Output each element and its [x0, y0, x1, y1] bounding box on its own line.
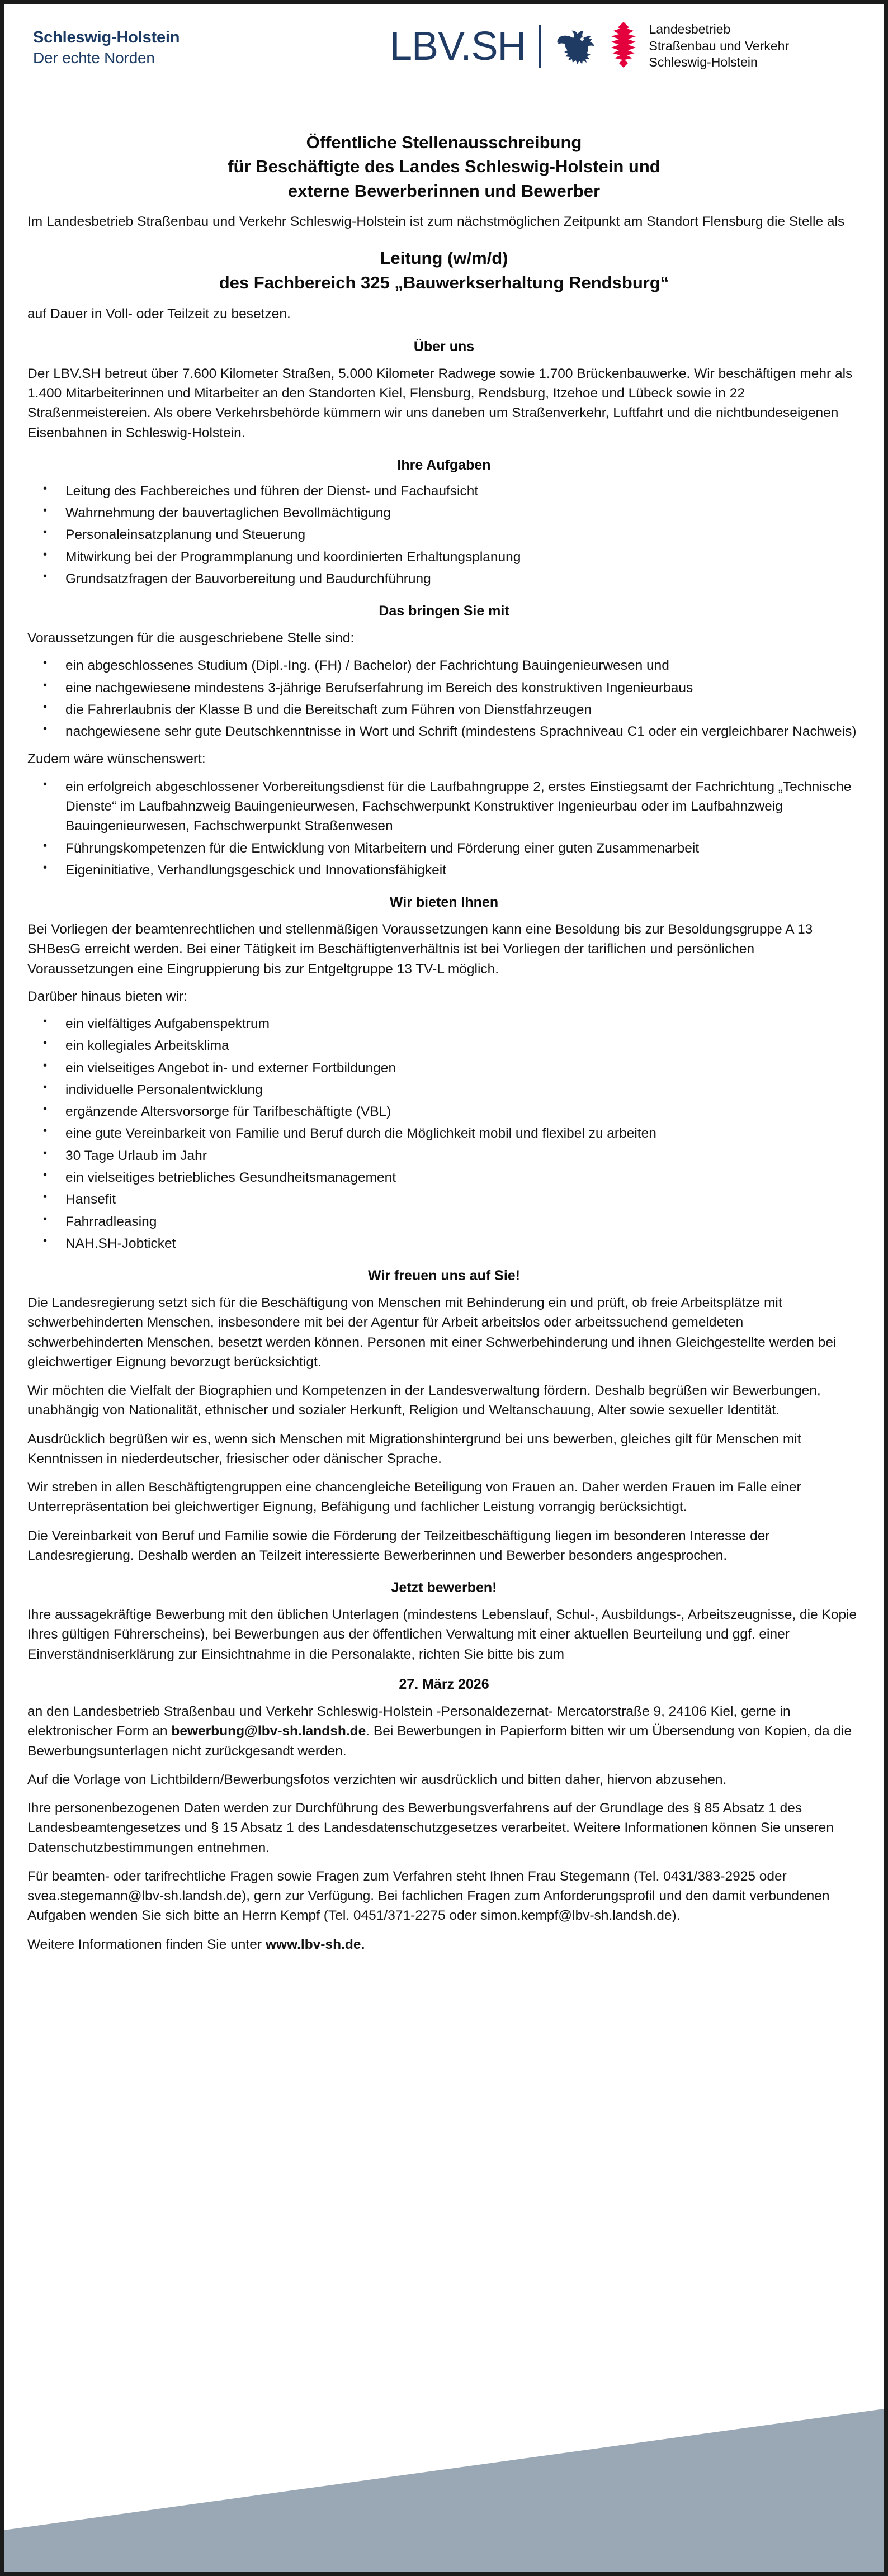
list-item: • 30 Tage Urlaub im Jahr [27, 1146, 861, 1166]
requirements-intro: Voraussetzungen für die ausgeschriebene Stelle sind: [27, 631, 355, 646]
lbv-org-line2: Straßenbau und Verkehr [649, 38, 790, 53]
desirable-list [27, 777, 861, 880]
list-item: • die Fahrerlaubnis der Klasse B und die Bereitschaft zum Führen von Dienstfahrzeugen [27, 700, 861, 719]
list-item: • ein vielseitiges Angebot in- und externer Fortbildungen [27, 1058, 861, 1078]
list-item: • Personaleinsatzplanung und Steuerung [27, 525, 861, 544]
apply-photos-note: Auf die Vorlage von Lichtbildern/Bewerbungsfotos verzichten wir ausdrücklich und bitten daher, hiervon abzusehen. [27, 1772, 727, 1787]
nettle-leaf-icon [608, 21, 639, 72]
section-heading-requirements: Das bringen Sie mit [379, 603, 509, 619]
state-brand-line1: Schleswig-Holstein [33, 29, 180, 46]
list-item: • individuelle Personalentwicklung [27, 1080, 861, 1100]
apply-contacts: Für beamten- oder tarifrechtliche Fragen sowie Fragen zum Verfahren steht Ihnen Frau Stegemann (Tel. 0431/383-2925 oder svea.stegemann@lbv-sh.landsh.de), gern zur Verfügung. Bei fachlichen Fragen zum Anforderungsprofil und den damit verbundenen Aufgaben wenden Sie sich bitte an Herrn Kempf (Tel. 0451/371-2275 oder simon.kempf@lbv-sh.landsh.de). [27, 1868, 830, 1924]
list-item: • Leitung des Fachbereiches und führen der Dienst- und Fachaufsicht [27, 481, 861, 501]
posting-content [4, 130, 884, 1954]
position-title-line1: Leitung (w/m/d) [380, 248, 508, 268]
apply-more-info-prefix: Weitere Informationen finden Sie unter [27, 1936, 266, 1952]
list-item: • Wahrnehmung der bauvertaglichen Bevollmächtigung [27, 503, 861, 523]
application-deadline: 27. März 2026 [399, 1677, 489, 1693]
coat-of-arms [551, 21, 639, 72]
page-title-line2: für Beschäftigte des Landes Schleswig-Holstein und [228, 157, 660, 177]
apply-address-part2: . Bei Bewerbungen in Papierform bitten wir um Übersendung von Kopien, da die Bewerbungsunterlagen nicht zurückgesandt werden. [27, 1723, 852, 1759]
offer-list [27, 1014, 861, 1253]
section-heading-about: Über uns [413, 338, 475, 354]
page-title-line1: Öffentliche Stellenausschreibung [306, 132, 582, 152]
list-item: • ergänzende Altersvorsorge für Tarifbeschäftigte (VBL) [27, 1102, 861, 1121]
apply-more-info [27, 1935, 861, 1954]
website-link[interactable]: www.lbv-sh.de. [265, 1936, 365, 1952]
requirements-list [27, 656, 861, 741]
logo-divider [539, 25, 541, 68]
page-title [27, 130, 861, 203]
list-item: • Fahrradleasing [27, 1212, 861, 1232]
tasks-list [27, 481, 861, 589]
position-title [27, 246, 861, 295]
section-heading-tasks: Ihre Aufgaben [397, 457, 491, 473]
list-item: • NAH.SH-Jobticket [27, 1234, 861, 1253]
list-item: • eine nachgewiesene mindestens 3-jährige Berufserfahrung im Bereich des konstruktiven Ingenieurbaus [27, 678, 861, 698]
section-heading-apply: Jetzt bewerben! [391, 1580, 497, 1596]
apply-paragraph: Ihre aussagekräftige Bewerbung mit den üblichen Unterlagen (mindestens Lebenslauf, Schul-, Ausbildungs-, Arbeitszeugnisse, die Kopie Ihres gültigen Führerscheins), bei Bewerbungen aus der öffentlichen Verwaltung mit einer aktuellen Beurteilung und ggf. einer Einverständniserklärung zur Einsichtnahme in die Personalakte, richten Sie bitte bis zum [27, 1607, 857, 1662]
application-email[interactable]: bewerbung@lbv-sh.landsh.de [171, 1723, 366, 1739]
lbv-wordmark: LBV.SH [390, 23, 526, 69]
list-item: • ein kollegiales Arbeitsklima [27, 1036, 861, 1055]
position-title-line2: des Fachbereich 325 „Bauwerkserhaltung Rendsburg“ [219, 273, 669, 293]
list-item: • nachgewiesene sehr gute Deutschkenntnisse in Wort und Schrift (mindestens Sprachniveau C1 oder ein vergleichbarer Nachweis) [27, 722, 861, 741]
lbv-org-line3: Schleswig-Holstein [649, 55, 758, 70]
list-item: • Eigeninitiative, Verhandlungsgeschick und Innovationsfähigkeit [27, 860, 861, 880]
page-inner [4, 4, 884, 2572]
state-brand-line2: Der echte Norden [33, 49, 155, 67]
apply-address-part1: an den Landesbetrieb Straßenbau und Verkehr Schleswig-Holstein -Personaldezernat- Mercatorstraße 9, 24106 Kiel, gerne in elektronischer Form an [27, 1704, 791, 1739]
position-note: auf Dauer in Voll- oder Teilzeit zu besetzen. [27, 306, 291, 322]
list-item: • ein erfolgreich abgeschlossener Vorbereitungsdienst für die Laufbahngruppe 2, erstes Einstiegsamt der Fachrichtung „Technische Dienste“ im Laufbahnzweig Bauingenieurwesen, Fachschwerpunkt Konstruktiver Ingenieurbau oder im Laufbahnzweig Bauingenieurwesen, Fachschwerpunkt Straßenwesen [27, 777, 861, 836]
list-item: • Führungskompetenzen für die Entwicklung von Mitarbeitern und Förderung einer guten Zusammenarbeit [27, 839, 861, 858]
diversity-paragraph-5: Die Vereinbarkeit von Beruf und Familie sowie die Förderung der Teilzeitbeschäftigung liegen im besonderen Interesse der Landesregierung. Deshalb werden an Teilzeit interessierte Bewerberinnen und Bewerber besonders angesprochen. [27, 1528, 770, 1563]
desirable-intro: Zudem wäre wünschenswert: [27, 751, 206, 767]
diversity-paragraph-4: Wir streben in allen Beschäftigtengruppen eine chancengleiche Beteiligung von Frauen an. Daher werden Frauen im Falle einer Unterrepräsentation bei gleichwertiger Eignung, Befähigung und fachlicher Leistung vorrangig berücksichtigt. [27, 1480, 801, 1515]
list-item: • ein vielfältiges Aufgabenspektrum [27, 1014, 861, 1034]
about-text: Der LBV.SH betreut über 7.600 Kilometer Straßen, 5.000 Kilometer Radwege sowie 1.700 Brückenbauwerke. Wir beschäftigen mehr als 1.400 Mitarbeiterinnen und Mitarbeiter an den Standorten Kiel, Flensburg, Rendsburg, Itzehoe und Lübeck sowie in 22 Straßenmeistereien. Als obere Verkehrsbehörde kümmern wir uns daneben um Straßenverkehr, Luftfahrt und die nichtbundeseigenen Eisenbahnen in Schleswig-Holstein. [27, 366, 853, 441]
apply-address [27, 1702, 861, 1761]
state-brand-logo [33, 27, 180, 68]
lbv-org-line1: Landesbetrieb [649, 21, 731, 36]
list-item: • Mitwirkung bei der Programmplanung und koordinierten Erhaltungsplanung [27, 547, 861, 567]
list-item: • ein vielseitiges betriebliches Gesundheitsmanagement [27, 1168, 861, 1187]
list-item: • Grundsatzfragen der Bauvorbereitung und Baudurchführung [27, 569, 861, 589]
list-item: • ein abgeschlossenes Studium (Dipl.-Ing. (FH) / Bachelor) der Fachrichtung Bauingenieurwesen und [27, 656, 861, 675]
lion-icon [551, 21, 602, 72]
apply-data-privacy: Ihre personenbezogenen Daten werden zur Durchführung des Bewerbungsverfahrens auf der Grundlage des § 85 Absatz 1 des Landesbeamtengesetzes und § 15 Absatz 1 des Landesdatenschutzgesetzes verarbeitet. Weitere Informationen können Sie unseren Datenschutzbestimmungen entnehmen. [27, 1801, 834, 1855]
intro-paragraph: Im Landesbetrieb Straßenbau und Verkehr Schleswig-Holstein ist zum nächstmöglichen Zeitpunkt am Standort Flensburg die Stelle als [27, 214, 845, 230]
diversity-paragraph-3: Ausdrücklich begrüßen wir es, wenn sich Menschen mit Migrationshintergrund bei uns bewerben, gleiches gilt für Menschen mit Kenntnissen in niederdeutscher, friesischer oder dänischer Sprache. [27, 1431, 801, 1466]
list-item: • eine gute Vereinbarkeit von Familie und Beruf durch die Möglichkeit mobil und flexibel zu arbeiten [27, 1124, 861, 1143]
list-item: • Hansefit [27, 1190, 861, 1209]
section-heading-offer: Wir bieten Ihnen [389, 894, 499, 911]
offer-list-intro: Darüber hinaus bieten wir: [27, 988, 187, 1004]
page-title-line3: externe Bewerberinnen und Bewerber [287, 181, 601, 201]
lbv-org-name [649, 21, 790, 72]
offer-paragraph: Bei Vorliegen der beamtenrechtlichen und stellenmäßigen Voraussetzungen kann eine Besoldung bis zur Besoldungsgruppe A 13 SHBesG erreicht werden. Bei einer Tätigkeit im Beschäftigtenverhältnis ist bei Vorliegen der tariflichen und persönlichen Voraussetzungen eine Eingruppierung bis zur Entgeltgruppe 13 TV-L möglich. [27, 922, 813, 977]
page-header [4, 4, 884, 116]
section-heading-diversity: Wir freuen uns auf Sie! [367, 1268, 521, 1284]
diversity-paragraph-2: Wir möchten die Vielfalt der Biographien und Kompetenzen in der Landesverwaltung fördern. Deshalb begrüßen wir Bewerbungen, unabhängig von Nationalität, ethnischer und sozialer Herkunft, Religion und Weltanschauung, Alter sowie sexueller Identität. [27, 1383, 821, 1418]
diversity-paragraph-1: Die Landesregierung setzt sich für die Beschäftigung von Menschen mit Behinderung ein und prüft, ob freie Arbeitsplätze mit schwerbehinderten Menschen, insbesondere mit bei der Agentur für Arbeit arbeitslos oder arbeitssuchend gemeldeten schwerbehinderten Menschen, besetzt werden können. Personen mit einer Schwerbehinderung und ihnen Gleichgestellte werden bei gleichwertiger Eignung bevorzugt berücksichtigt. [27, 1295, 837, 1370]
lbv-logo [390, 21, 789, 72]
footer-wedge-decoration [4, 2388, 884, 2572]
